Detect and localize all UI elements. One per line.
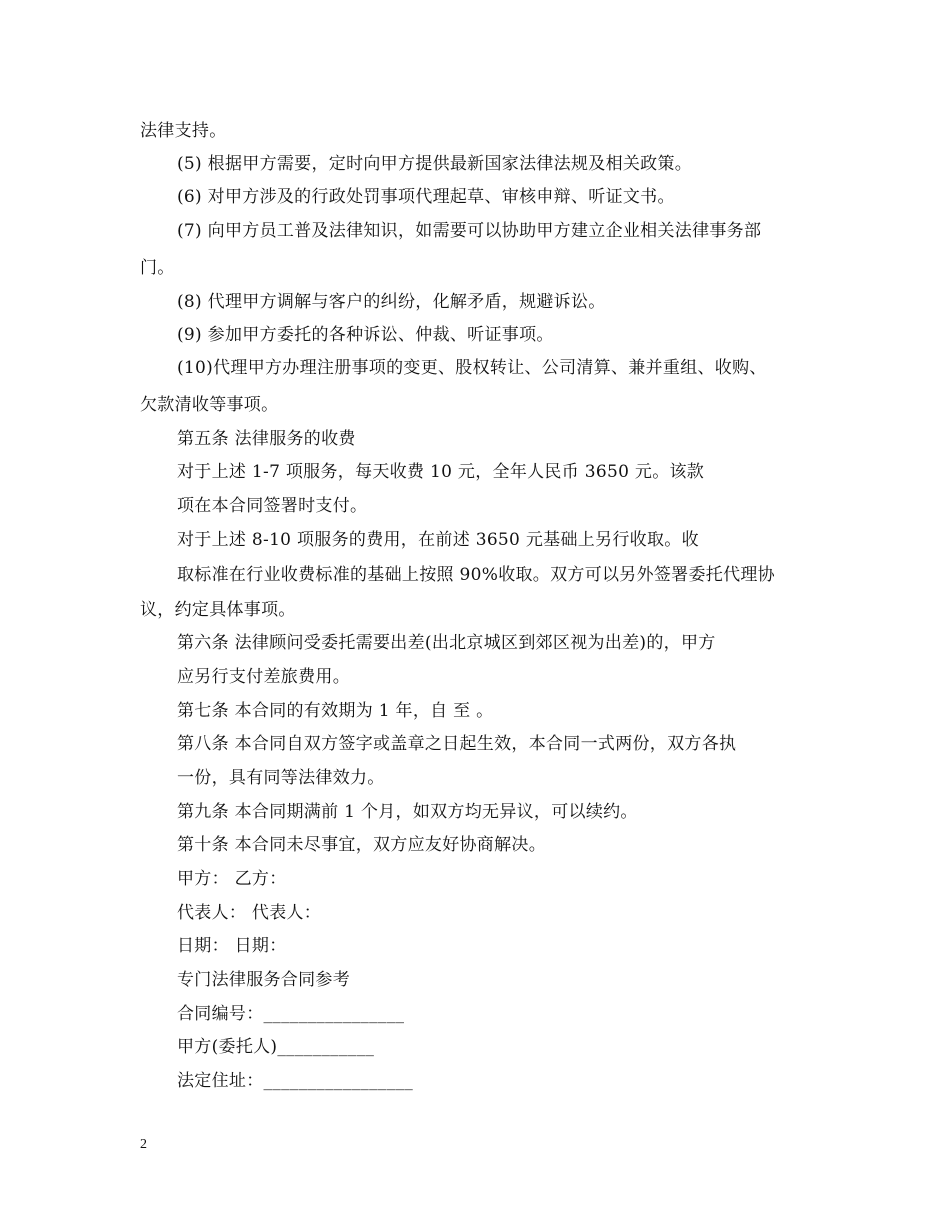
party-a-field: 甲方(委托人)___________ (177, 1037, 375, 1057)
section-heading: 第八条 本合同自双方签字或盖章之日起生效，本合同一式两份，双方各执 (177, 734, 737, 754)
section-heading: 第十条 本合同未尽事宜，双方应友好协商解决。 (177, 835, 547, 855)
contract-number-field: 合同编号：________________ (177, 1004, 405, 1024)
text-line: 一份，具有同等法律效力。 (177, 768, 385, 788)
section-heading: 第七条 本合同的有效期为 1 年，自 至 。 (177, 701, 494, 721)
document-subtitle: 专门法律服务合同参考 (177, 970, 350, 990)
section-heading: 第五条 法律服务的收费 (177, 429, 356, 449)
section-heading: 第九条 本合同期满前 1 个月，如双方均无异议，可以续约。 (177, 802, 638, 822)
text-line: (8) 代理甲方调解与客户的纠纷，化解矛盾，规避诉讼。 (177, 292, 606, 312)
text-line: 法律支持。 (140, 121, 227, 141)
text-line: 议，约定具体事项。 (140, 600, 296, 620)
text-line: 对于上述 8-10 项服务的费用，在前述 3650 元基础上另行收取。收 (177, 530, 699, 550)
text-line: (9) 参加甲方委托的各种诉讼、仲裁、听证事项。 (177, 325, 554, 345)
page-number: 2 (140, 1137, 147, 1152)
signature-dates: 日期： 日期： (177, 936, 287, 956)
text-line: 欠款清收等事项。 (140, 395, 279, 415)
text-line: 项在本合同签署时支付。 (177, 496, 368, 516)
text-line: (7) 向甲方员工普及法律知识，如需要可以协助甲方建立企业相关法律事务部 (177, 221, 762, 241)
text-line: (10)代理甲方办理注册事项的变更、股权转让、公司清算、兼并重组、收购、 (177, 358, 767, 378)
section-heading: 第六条 法律顾问受委托需要出差(出北京城区到郊区视为出差)的，甲方 (177, 633, 716, 653)
text-line: (6) 对甲方涉及的行政处罚事项代理起草、审核申辩、听证文书。 (177, 187, 675, 207)
text-line: 对于上述 1-7 项服务，每天收费 10 元，全年人民币 3650 元。该款 (177, 462, 705, 482)
text-line: 门。 (140, 258, 175, 278)
text-line: 取标准在行业收费标准的基础上按照 90%收取。双方可以另外签署委托代理协 (177, 565, 775, 585)
signature-representatives: 代表人： 代表人： (177, 903, 322, 923)
text-line: 应另行支付差旅费用。 (177, 667, 350, 687)
legal-address-field: 法定住址：_________________ (177, 1071, 414, 1091)
signature-parties: 甲方： 乙方： (177, 869, 287, 889)
text-line: (5) 根据甲方需要，定时向甲方提供最新国家法律法规及相关政策。 (177, 154, 693, 174)
